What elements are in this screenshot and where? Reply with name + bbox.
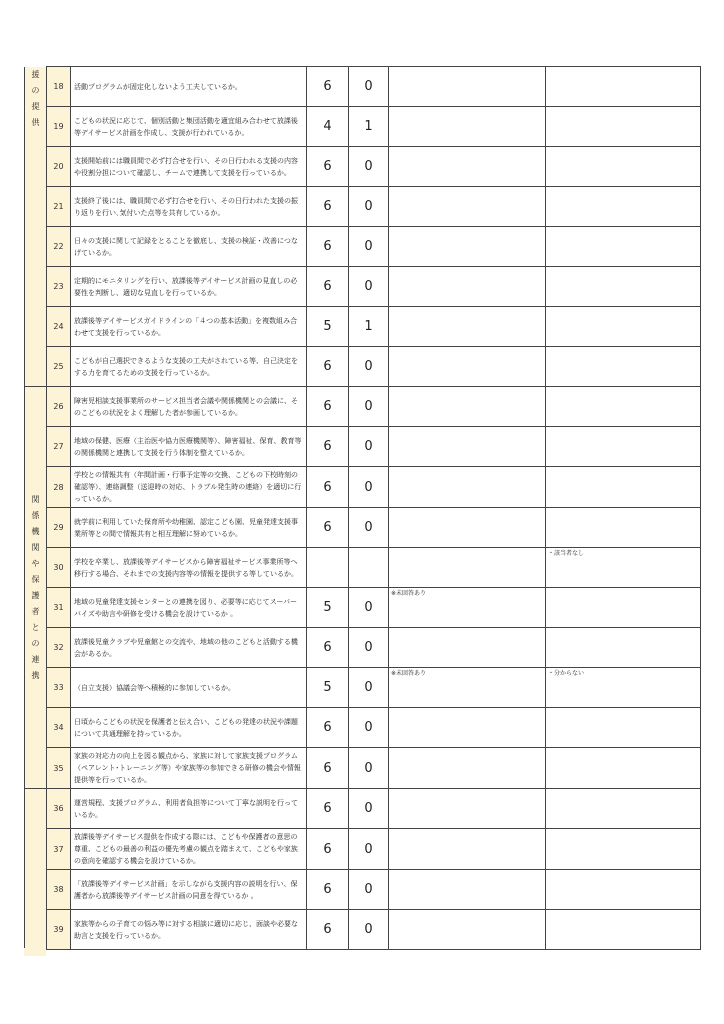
question-text: 学校との情報共有（年間計画・行事予定等の交換、こどもの下校時刻の確認等）、連絡調整（送迎時の対応、トラブル発生時の連絡）を適切に行っているか。	[71, 467, 307, 508]
question-text: 日々の支援に関して記録をとることを徹底し、支援の検証・改善につなげているか。	[71, 227, 307, 267]
item-number: 25	[47, 347, 71, 387]
note-cell	[389, 227, 546, 267]
table-row	[25, 107, 701, 147]
yes-count: 6	[307, 387, 349, 427]
remark-cell	[546, 467, 701, 508]
table-row	[25, 588, 701, 628]
note-cell	[389, 548, 546, 588]
yes-count: 5	[307, 668, 349, 708]
no-count: 1	[349, 307, 389, 347]
no-count: 0	[349, 67, 389, 107]
yes-count: 6	[307, 870, 349, 910]
yes-count: 6	[307, 147, 349, 187]
category-cell	[25, 387, 47, 789]
question-text: こどもの状況に応じて、個別活動と集団活動を適宜組み合わせて放課後等デイサービス計画を作成し、支援が行われているか。	[71, 107, 307, 147]
table-row	[25, 910, 701, 950]
yes-count: 5	[307, 307, 349, 347]
no-count: 0	[349, 588, 389, 628]
remark-cell	[546, 789, 701, 829]
table-row	[25, 789, 701, 829]
yes-count: 6	[307, 467, 349, 508]
item-number: 22	[47, 227, 71, 267]
item-number: 23	[47, 267, 71, 307]
table-row	[25, 708, 701, 748]
note-cell	[389, 427, 546, 467]
yes-count: 6	[307, 708, 349, 748]
remark-cell	[546, 347, 701, 387]
item-number: 26	[47, 387, 71, 427]
remark-cell	[546, 267, 701, 307]
no-count	[349, 548, 389, 588]
item-number: 34	[47, 708, 71, 748]
item-number: 20	[47, 147, 71, 187]
table-row	[25, 548, 701, 588]
question-text: 「放課後等デイサービス計画」を示しながら支援内容の説明を行い、保護者から放課後等デイサービス計画の同意を得ているか 。	[71, 870, 307, 910]
no-count: 0	[349, 910, 389, 950]
note-cell	[389, 107, 546, 147]
table-row	[25, 829, 701, 870]
no-count: 0	[349, 387, 389, 427]
table-row	[25, 628, 701, 668]
note-cell	[389, 748, 546, 789]
note-cell	[389, 387, 546, 427]
yes-count: 6	[307, 910, 349, 950]
table-row	[25, 427, 701, 467]
yes-count: 6	[307, 789, 349, 829]
question-text: 活動プログラムが固定化しないよう工夫しているか。	[71, 67, 307, 107]
note-cell	[389, 508, 546, 548]
remark-cell	[546, 227, 701, 267]
note-cell	[389, 628, 546, 668]
remark-cell	[546, 107, 701, 147]
question-text: 家族の対応力の向上を図る観点から、家族に対して家族支援プログラム（ペアレント･トレーニング等）や家族等の参加できる研修の機会や情報提供等を行っているか。	[71, 748, 307, 789]
no-count: 1	[349, 107, 389, 147]
yes-count: 6	[307, 347, 349, 387]
item-number: 35	[47, 748, 71, 789]
category-cell-continued	[24, 948, 46, 956]
evaluation-sheet	[24, 66, 700, 950]
no-count: 0	[349, 147, 389, 187]
yes-count: 6	[307, 187, 349, 227]
no-count: 0	[349, 748, 389, 789]
yes-count: 6	[307, 227, 349, 267]
no-count: 0	[349, 508, 389, 548]
yes-count: 6	[307, 748, 349, 789]
note-cell	[389, 307, 546, 347]
item-number: 30	[47, 548, 71, 588]
yes-count: 6	[307, 508, 349, 548]
remark-cell	[546, 147, 701, 187]
item-number: 32	[47, 628, 71, 668]
note-cell	[389, 267, 546, 307]
question-text: 学校を卒業し、放課後等デイサービスから障害福祉サービス事業所等へ移行する場合、それまでの支援内容等の情報を提供する等しているか。	[71, 548, 307, 588]
remark-cell	[546, 67, 701, 107]
note-cell	[389, 829, 546, 870]
note-cell	[389, 789, 546, 829]
remark-cell	[546, 307, 701, 347]
note-cell	[389, 910, 546, 950]
note-cell	[389, 187, 546, 227]
category-cell	[25, 67, 47, 387]
no-count: 0	[349, 467, 389, 508]
remark-cell	[546, 588, 701, 628]
item-number: 29	[47, 508, 71, 548]
remark-cell	[546, 508, 701, 548]
item-number: 33	[47, 668, 71, 708]
item-number: 39	[47, 910, 71, 950]
note-cell	[389, 147, 546, 187]
question-text: 日頃からこどもの状況を保護者と伝え合い、こどもの発達の状況や課題について共通理解を持っているか。	[71, 708, 307, 748]
item-number: 24	[47, 307, 71, 347]
note-cell	[389, 870, 546, 910]
item-number: 38	[47, 870, 71, 910]
table-row	[25, 347, 701, 387]
table-row	[25, 870, 701, 910]
note-cell	[389, 347, 546, 387]
table-row	[25, 147, 701, 187]
question-text: 支援開始前には職員間で必ず打合せを行い、その日行われる支援の内容や役割分担について確認し、チームで連携して支援を行っているか。	[71, 147, 307, 187]
no-count: 0	[349, 227, 389, 267]
item-number: 31	[47, 588, 71, 628]
item-number: 19	[47, 107, 71, 147]
question-text: 就学前に利用していた保育所や幼稚園、認定こども園、児童発達支援事業所等との間で情報共有と相互理解に努めているか。	[71, 508, 307, 548]
remark-cell	[546, 748, 701, 789]
question-text: 放課後等デイサービス提供を作成する際には、こどもや保護者の意思の尊重、こどもの最善の利益の優先考慮の観点を踏まえて、こどもや家族の意向を確認する機会を設けているか。	[71, 829, 307, 870]
item-number: 28	[47, 467, 71, 508]
question-text: 放課後児童クラブや児童館との交流や、地域の他のこどもと活動する機会があるか。	[71, 628, 307, 668]
no-count: 0	[349, 668, 389, 708]
question-text: こどもが自己選択できるような支援の工夫がされている等、自己決定をする力を育てるための支援を行っているか。	[71, 347, 307, 387]
question-text: （自立支援）協議会等へ積極的に参加しているか。	[71, 668, 307, 708]
remark-cell: ・該当者なし	[546, 548, 701, 588]
yes-count: 5	[307, 588, 349, 628]
table-row	[25, 67, 701, 107]
no-count: 0	[349, 708, 389, 748]
note-cell: ※未回答あり	[389, 588, 546, 628]
question-text: 地域の児童発達支援センターとの連携を図り、必要等に応じてスーパーバイズや助言や研修を受ける機会を設けているか 。	[71, 588, 307, 628]
no-count: 0	[349, 789, 389, 829]
question-text: 定期的にモニタリングを行い、放課後等デイサービス計画の見直しの必要性を判断し、適切な見直しを行っているか。	[71, 267, 307, 307]
table-row	[25, 267, 701, 307]
table-body	[25, 67, 701, 950]
item-number: 21	[47, 187, 71, 227]
yes-count: 6	[307, 829, 349, 870]
note-cell: ※未回答あり	[389, 668, 546, 708]
no-count: 0	[349, 187, 389, 227]
question-text: 運営規程、支援プログラム、利用者負担等について丁寧な説明を行っているか。	[71, 789, 307, 829]
table-row	[25, 307, 701, 347]
question-text: 地域の保健、医療（主治医や協力医療機関等）、障害福祉、保育、教育等の関係機関と連携して支援を行う体制を整えているか。	[71, 427, 307, 467]
table-row	[25, 467, 701, 508]
remark-cell	[546, 427, 701, 467]
remark-cell	[546, 910, 701, 950]
question-text: 家族等からの子育ての悩み等に対する相談に適切に応じ、面談や必要な助言と支援を行っているか。	[71, 910, 307, 950]
note-cell	[389, 708, 546, 748]
remark-cell	[546, 628, 701, 668]
category-cell	[25, 789, 47, 950]
remark-cell	[546, 829, 701, 870]
question-text: 障害児相談支援事業所のサービス担当者会議や関係機関との会議に、そのこどもの状況をよく理解した者が参画しているか。	[71, 387, 307, 427]
remark-cell	[546, 708, 701, 748]
item-number: 27	[47, 427, 71, 467]
remark-cell	[546, 187, 701, 227]
yes-count: 6	[307, 427, 349, 467]
item-number: 18	[47, 67, 71, 107]
yes-count	[307, 548, 349, 588]
question-text: 放課後等デイサービスガイドラインの「４つの基本活動」を複数組み合わせて支援を行っているか。	[71, 307, 307, 347]
no-count: 0	[349, 628, 389, 668]
yes-count: 4	[307, 107, 349, 147]
table-row	[25, 227, 701, 267]
no-count: 0	[349, 870, 389, 910]
yes-count: 6	[307, 628, 349, 668]
item-number: 36	[47, 789, 71, 829]
remark-cell: ・分からない	[546, 668, 701, 708]
table-row	[25, 508, 701, 548]
yes-count: 6	[307, 267, 349, 307]
note-cell	[389, 467, 546, 508]
item-number: 37	[47, 829, 71, 870]
remark-cell	[546, 870, 701, 910]
no-count: 0	[349, 427, 389, 467]
no-count: 0	[349, 347, 389, 387]
no-count: 0	[349, 829, 389, 870]
evaluation-table	[24, 66, 701, 950]
yes-count: 6	[307, 67, 349, 107]
question-text: 支援終了後には、職員間で必ず打合せを行い、その日行われた支援の振り返りを行い､気付いた点等を共有しているか。	[71, 187, 307, 227]
table-row	[25, 387, 701, 427]
note-cell	[389, 67, 546, 107]
no-count: 0	[349, 267, 389, 307]
table-row	[25, 748, 701, 789]
remark-cell	[546, 387, 701, 427]
table-row	[25, 668, 701, 708]
category-label: 援の提供	[31, 69, 40, 127]
table-row	[25, 187, 701, 227]
category-label: 関係機関や保護者との連携	[31, 494, 40, 680]
